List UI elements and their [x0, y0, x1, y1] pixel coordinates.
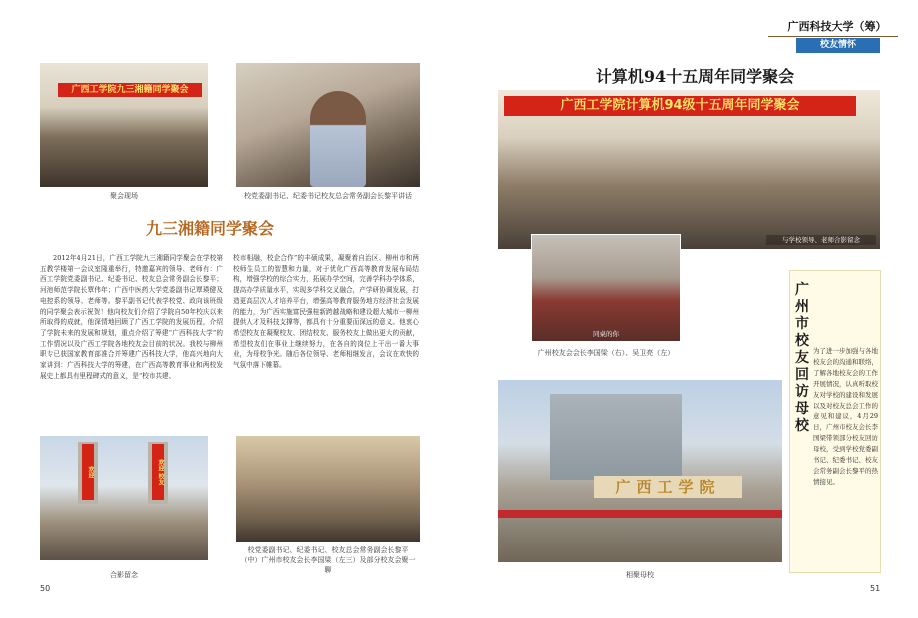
- photo-caption: 聚会现场: [110, 192, 138, 200]
- photo-overlay-text: 与学校领导、老师合影留念: [766, 235, 876, 245]
- photo-caption: 广州校友会会长李国梁（右）、吴卫亮（左）: [537, 349, 675, 357]
- photo-caption: 校党委副书记、纪委书记校友总会常务副会长黎平讲话: [244, 192, 412, 200]
- photo-banner: 广西工学院计算机94级十五周年同学聚会: [504, 96, 856, 116]
- photo-class-reunion: [498, 90, 880, 249]
- article-paragraph: 2012年4月21日，广西工学院九三湘籍同学聚会在学校第五教学楼第一会议室隆重举行，特邀嘉宾的领导、老师有：广西工学院党委副书记、纪委书记、校友总会常务副会长黎平；河池师范学院长覃伟年；广西中医药大学党委副书记覃瑛健及电控系的领导、老师等。黎平副书记代表学校党、政向该班级的同学聚会表示祝贺！他向校友们介绍了学院自50年校庆以来所取得的成就，他深情地回顾了广西工学院的发展历程，介绍了学院未来的发展和规划，重点介绍了筹建“广西科技大学”的工作情况以及广西工学院各地校友会目前的状况。我校与柳州职专已获国家教育部准合并筹建广西科技大学，他高兴地向大家讲到：广西科技大学的筹建，在广西高等教育事业和两校发展史上都具有里程碑式的意义，是“校市共建、: [40, 254, 223, 380]
- photo-meeting-scene: [40, 63, 208, 187]
- photo-small-group: [236, 436, 420, 542]
- photo-group: [40, 436, 208, 560]
- sidebar-text: [813, 346, 878, 488]
- page-number: 51: [870, 584, 881, 593]
- article-body-column-2: [233, 253, 419, 427]
- flower-bed: [498, 510, 782, 518]
- article-title: 九三湘籍同学聚会: [145, 219, 274, 238]
- vertical-banner: 欢迎: [82, 444, 94, 500]
- article-title: 计算机94十五周年同学聚会: [595, 67, 795, 86]
- sidebar-paragraph: 为了进一步加强与各地校友会的沟通和联络，了解各地校友会的工作开展情况，认真听取校友对学校的建设和发展以及对校友总会工作的意见和建议，4月29日，广州市校友会长李国梁带领部分校友回访母校，受到学校党委副书记、纪委书记、校友会常务副会长黎平的热情接见。: [813, 347, 878, 486]
- vertical-banner: 欢迎 校友: [152, 444, 164, 500]
- section-tab: 校友情怀: [796, 38, 880, 53]
- header-divider: [768, 36, 898, 37]
- campus-building: [550, 394, 682, 480]
- photo-caption: 校党委副书记、纪委书记、校友总会常务副会长黎平（中）广州市校友会长李国梁（左三）及部分校友会聚一聊: [240, 546, 416, 574]
- photo-speaker: [236, 63, 420, 187]
- building-sign: 广西工学院: [594, 476, 742, 498]
- sidebar-heading: 广州市校友回访母校: [795, 282, 809, 434]
- article-paragraph: 校市相融，校企合作”的丰硕成果，凝聚着自治区、柳州市和两校师生员工的智慧和力量，对于优化广西高等教育发展布局结构，增强学校的综合实力，拓展办学空间，完善学科办学体系，提高办学质量水平，实现多学科交叉融合，产学研协调发展，打造更高层次人才培养平台，增强高等教育服务地方经济社会发展的能力，为广西实施富民强桂新跨越战略和建设超大城市一柳州提供人才及科技支撑等，都具有十分重要而深远的意义。他衷心希望校友在凝聚校友、团结校友、服务校友上做出更大的贡献，希望校友们在事业上继续努力，在各自的岗位上干出一番大事业，为母校争光。随后各位领导、老师相继发言，会议在欢快的气氛中落下帷幕。: [233, 254, 419, 370]
- photo-banner: 广西工学院九三湘籍同学聚会: [58, 83, 202, 97]
- photo-two-alumni: [531, 234, 681, 342]
- magazine-header-title: 广西科技大学（筹）: [787, 20, 887, 33]
- article-body-column-1: [40, 253, 223, 427]
- photo-caption: 合影留念: [110, 571, 138, 579]
- photo-caption: 相聚母校: [626, 571, 654, 579]
- speaker-figure: [310, 91, 366, 187]
- photo-campus-visit: [498, 380, 782, 562]
- photo-subcaption: 同桌的你: [593, 330, 619, 338]
- page-number: 50: [40, 584, 51, 593]
